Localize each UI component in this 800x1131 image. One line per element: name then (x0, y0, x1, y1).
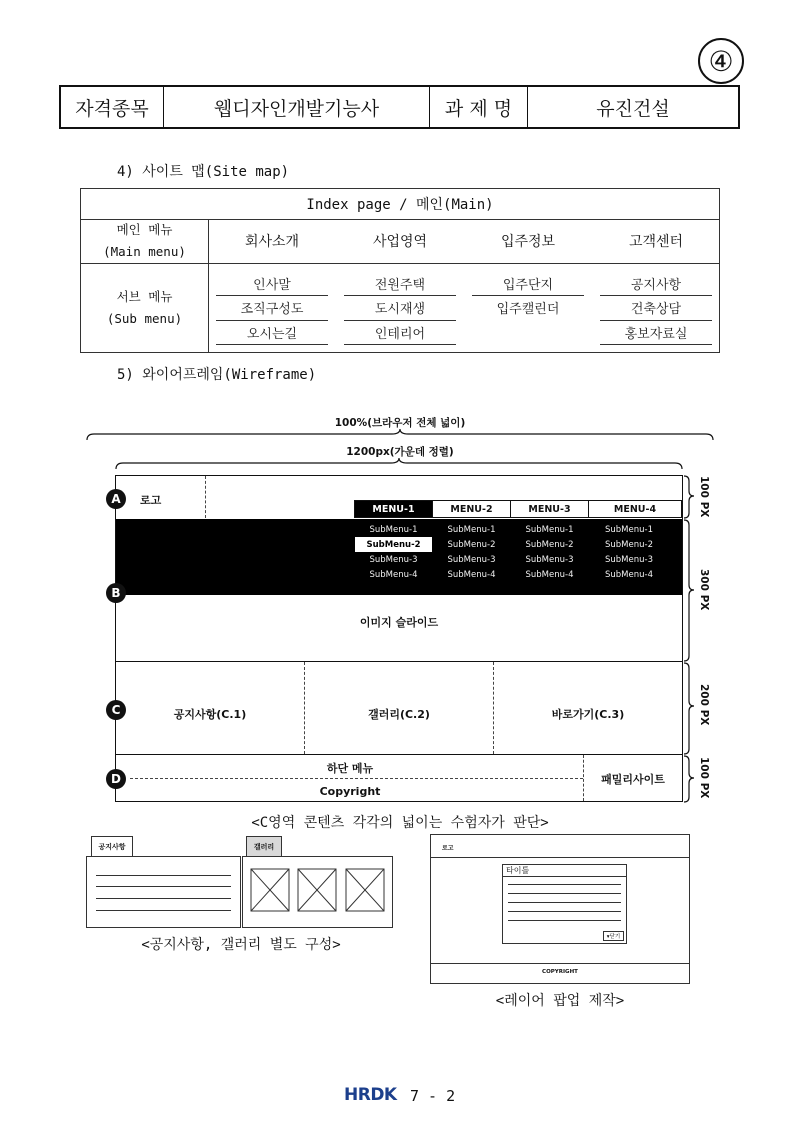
wf-submenu: SubMenu-3 (447, 554, 496, 565)
wf-submenu: SubMenu-1 (525, 524, 574, 535)
wf-submenu-active: SubMenu-2 (355, 537, 432, 552)
wf-submenu: SubMenu-4 (605, 569, 653, 580)
sitemap-sub-item: 입주단지 (502, 277, 554, 293)
marker-b: B (106, 583, 126, 603)
height-braces (682, 475, 696, 803)
dim-d: 100 PX (698, 757, 710, 799)
sitemap-sub-divider (216, 295, 328, 296)
sub-menu-label-en: (Sub menu) (106, 311, 183, 326)
wf-submenu: SubMenu-2 (525, 539, 574, 550)
page-number: ④ (698, 38, 744, 84)
mock-popup-header-line (431, 857, 689, 858)
sitemap-sub-divider (216, 320, 328, 321)
sitemap-sub-item: 인테리어 (374, 326, 426, 342)
wf-submenu: SubMenu-4 (447, 569, 496, 580)
wf-submenu: SubMenu-3 (525, 554, 574, 565)
browser-width-brace (86, 428, 714, 442)
content-width-brace (115, 457, 683, 471)
sitemap-sub-item: 오시는길 (246, 326, 298, 342)
sitemap-sub-item: 전원주택 (374, 277, 426, 293)
content-width-label: 1200px(가운데 정렬) (346, 445, 454, 458)
wf-footer-dash (130, 778, 583, 779)
mock-popup-line (508, 920, 621, 921)
wf-menu-2: MENU-2 (432, 500, 511, 518)
mock-popup-close-button: ▾닫기 (603, 931, 624, 941)
mock-left-caption: <공지사항, 갤러리 별도 구성> (141, 937, 341, 953)
mock-popup-line (508, 884, 621, 885)
mock-popup-title-line (503, 876, 626, 877)
mock-popup-title: 타이틀 (506, 866, 530, 875)
wf-submenu: SubMenu-3 (605, 554, 653, 565)
browser-width-label: 100%(브라우저 전체 넓이) (334, 416, 466, 429)
mock-popup-logo: 로고 (442, 845, 454, 852)
header-label-task: 과 제 명 (430, 87, 528, 127)
dim-b: 300 PX (698, 569, 710, 611)
sitemap-table (80, 188, 720, 353)
mock-notice-tab-line (133, 856, 241, 857)
wf-copyright: Copyright (319, 784, 381, 798)
sitemap-sub-divider (600, 344, 712, 345)
wf-logo: 로고 (140, 494, 162, 507)
wf-footer-menu: 하단 메뉴 (326, 762, 374, 775)
marker-d: D (106, 769, 126, 789)
wf-footer-top-line (116, 754, 682, 755)
mock-notice-tab: 공지사항 (91, 836, 133, 856)
wf-submenu: SubMenu-3 (369, 554, 418, 565)
wf-notice: 공지사항(C.1) (173, 708, 247, 721)
header-table (59, 85, 740, 129)
sitemap-sub-divider (344, 295, 456, 296)
wf-family-site: 패밀리사이트 (601, 773, 665, 786)
mock-gallery-images (250, 868, 390, 912)
sitemap-sub-item: 인사말 (253, 277, 291, 293)
wf-menu-1: MENU-1 (354, 500, 433, 518)
header-value-qualification: 웹디자인개발기능사 (164, 87, 430, 127)
mock-gallery-tab: 갤러리 (246, 836, 282, 856)
sitemap-sub-divider (600, 320, 712, 321)
mock-notice-line (96, 886, 231, 887)
sitemap-sub-item: 입주캘린더 (496, 301, 560, 317)
wireframe-section-title: 5) 와이어프레임(Wireframe) (117, 367, 317, 383)
sitemap-section-title: 4) 사이트 맵(Site map) (117, 164, 290, 180)
wf-submenu: SubMenu-4 (369, 569, 418, 580)
sitemap-head-company: 회사소개 (244, 234, 300, 250)
main-menu-label (81, 219, 208, 263)
wf-submenu: SubMenu-1 (605, 524, 653, 535)
sitemap-sub-item: 도시재생 (374, 301, 426, 317)
footer-page-number: 7 - 2 (410, 1087, 456, 1105)
wf-submenu: SubMenu-1 (369, 524, 418, 535)
sitemap-sub-divider (600, 295, 712, 296)
wf-content-top-line (116, 661, 682, 662)
wf-shortcut: 바로가기(C.3) (551, 708, 625, 721)
sitemap-sub-item: 조직구성도 (240, 301, 304, 317)
mock-popup-line (508, 893, 621, 894)
marker-c: C (106, 700, 126, 720)
wf-menu-4: MENU-4 (588, 500, 682, 518)
mock-popup-line (508, 911, 621, 912)
mock-notice-line (96, 898, 231, 899)
header-value-task: 유진건설 (596, 97, 670, 120)
dim-a: 100 PX (698, 476, 710, 518)
sitemap-sub-item: 공지사항 (630, 277, 682, 293)
sitemap-sub-divider (216, 344, 328, 345)
mock-notice-line (96, 875, 231, 876)
mock-notice-line (96, 910, 231, 911)
mock-popup-copyright: COPYRIGHT (542, 969, 578, 975)
main-menu-label-ko: 메인 메뉴 (116, 222, 173, 237)
mock-popup-footer-line (431, 963, 689, 964)
header-label-qualification: 자격종목 (61, 87, 164, 127)
sitemap-head-customer: 고객센터 (628, 234, 684, 250)
sitemap-sub-item: 홍보자료실 (624, 326, 688, 342)
wf-submenu: SubMenu-1 (447, 524, 496, 535)
sub-menu-label-ko: 서브 메뉴 (116, 289, 173, 304)
sitemap-sub-divider (472, 295, 584, 296)
main-menu-label-en: (Main menu) (103, 244, 186, 259)
mock-popup-line (508, 902, 621, 903)
wf-image-slide: 이미지 슬라이드 (359, 616, 439, 629)
sitemap-head-business: 사업영역 (372, 234, 428, 250)
wf-submenu: SubMenu-2 (447, 539, 496, 550)
mock-right-caption: <레이어 팝업 제작> (495, 993, 625, 1009)
hrdk-logo: HRDK (344, 1085, 397, 1105)
sitemap-main-title: Index page / 메인(Main) (81, 189, 719, 220)
dim-c: 200 PX (698, 684, 710, 726)
wf-submenu: SubMenu-2 (605, 539, 653, 550)
sitemap-sub-item: 건축상담 (630, 301, 682, 317)
wf-menu-3: MENU-3 (510, 500, 589, 518)
wf-gallery: 갤러리(C.2) (368, 708, 430, 721)
logo-divider (205, 476, 206, 518)
marker-a: A (106, 489, 126, 509)
sitemap-sub-divider (344, 320, 456, 321)
c-area-caption: <C영역 콘텐츠 각각의 넓이는 수험자가 판단> (251, 815, 549, 831)
mock-notice-box (86, 856, 241, 928)
wf-submenu: SubMenu-4 (525, 569, 574, 580)
sitemap-sub-divider (344, 344, 456, 345)
sub-menu-label (81, 264, 208, 352)
sitemap-head-residence: 입주정보 (500, 234, 556, 250)
